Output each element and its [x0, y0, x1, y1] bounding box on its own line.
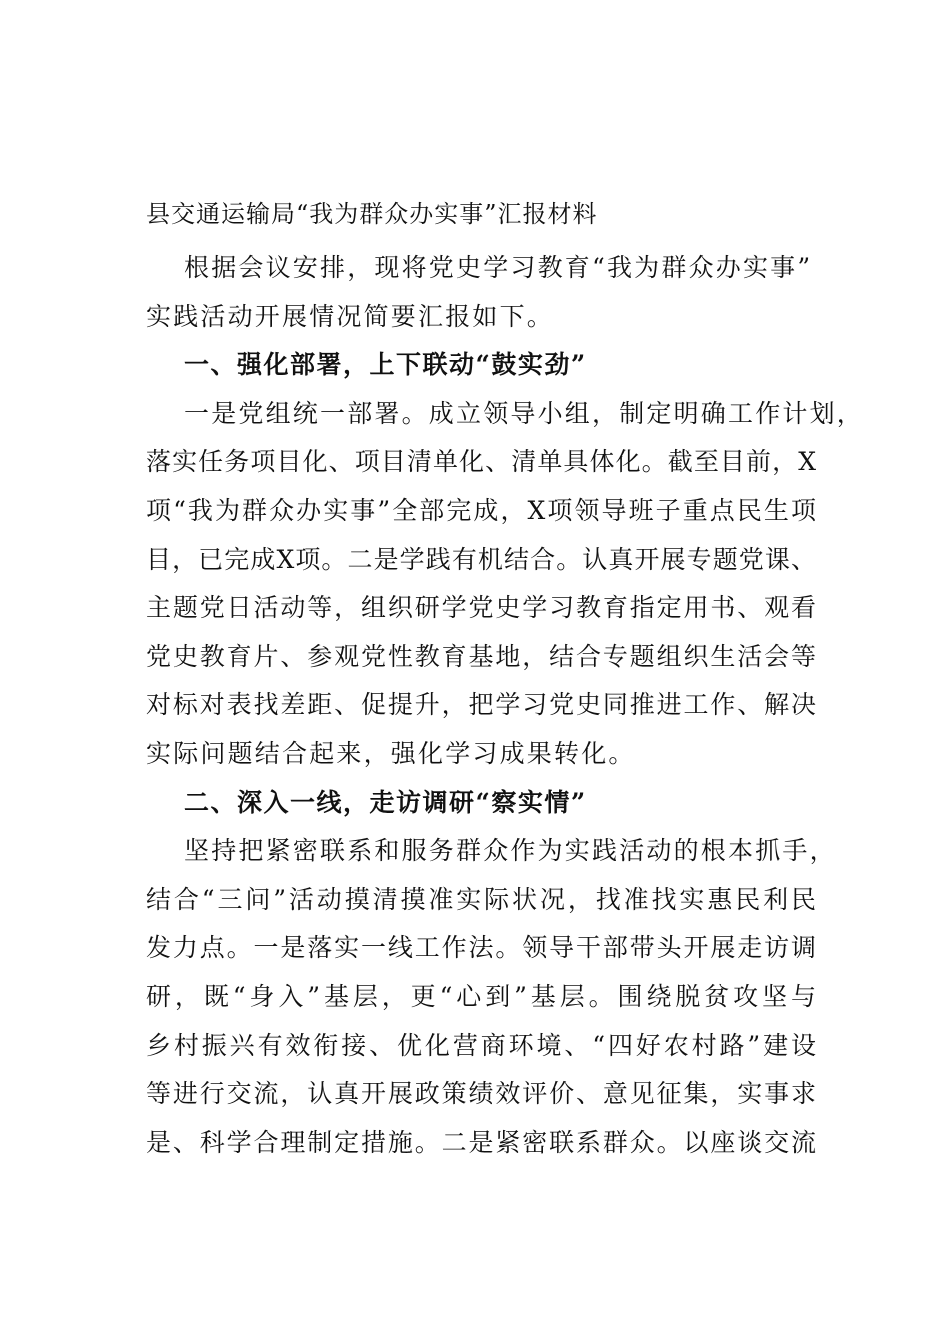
paragraph-line: 实践活动开展情况简要汇报如下。	[146, 301, 555, 331]
document-body	[146, 244, 865, 1167]
document-title: 县交通运输局“我为群众办实事”汇报材料	[146, 200, 598, 228]
section-heading-2: 二、深入一线，走访调研“察实情”	[184, 787, 587, 817]
paragraph-line: 一是党组统一部署。成立领导小组，制定明确工作计划，	[184, 398, 865, 428]
paragraph-line: 党史教育片、参观党性教育基地，结合专题组织生活会等	[146, 641, 816, 671]
paragraph-line: 等进行交流，认真开展政策绩效评价、意见征集，实事求	[146, 1079, 816, 1109]
paragraph-line: 目，已完成X项。二是学践有机结合。认真开展专题党课、	[146, 544, 816, 574]
section-heading-1: 一、强化部署，上下联动“鼓实劲”	[184, 350, 587, 380]
paragraph-line: 乡村振兴有效衔接、优化营商环境、“四好农村路”建设	[146, 1030, 816, 1060]
paragraph-line: 研，既“身入”基层，更“心到”基层。围绕脱贫攻坚与	[146, 981, 816, 1011]
paragraph-line: 落实任务项目化、项目清单化、清单具体化。截至目前，X	[146, 447, 816, 477]
paragraph-line: 发力点。一是落实一线工作法。领导干部带头开展走访调	[146, 933, 816, 963]
paragraph-line: 是、科学合理制定措施。二是紧密联系群众。以座谈交流	[146, 1127, 816, 1157]
paragraph-line: 主题党日活动等，组织研学党史学习教育指定用书、观看	[146, 593, 816, 623]
paragraph-line: 对标对表找差距、促提升，把学习党史同推进工作、解决	[146, 690, 816, 720]
paragraph-line: 实际问题结合起来，强化学习成果转化。	[146, 738, 636, 768]
paragraph-line: 项“我为群众办实事”全部完成，X项领导班子重点民生项	[146, 495, 816, 525]
paragraph-line: 坚持把紧密联系和服务群众作为实践活动的根本抓手，	[184, 836, 837, 866]
paragraph-line: 根据会议安排，现将党史学习教育“我为群众办实事”	[184, 253, 813, 282]
paragraph-line: 结合“三问”活动摸清摸准实际状况，找准找实惠民利民	[146, 884, 816, 914]
